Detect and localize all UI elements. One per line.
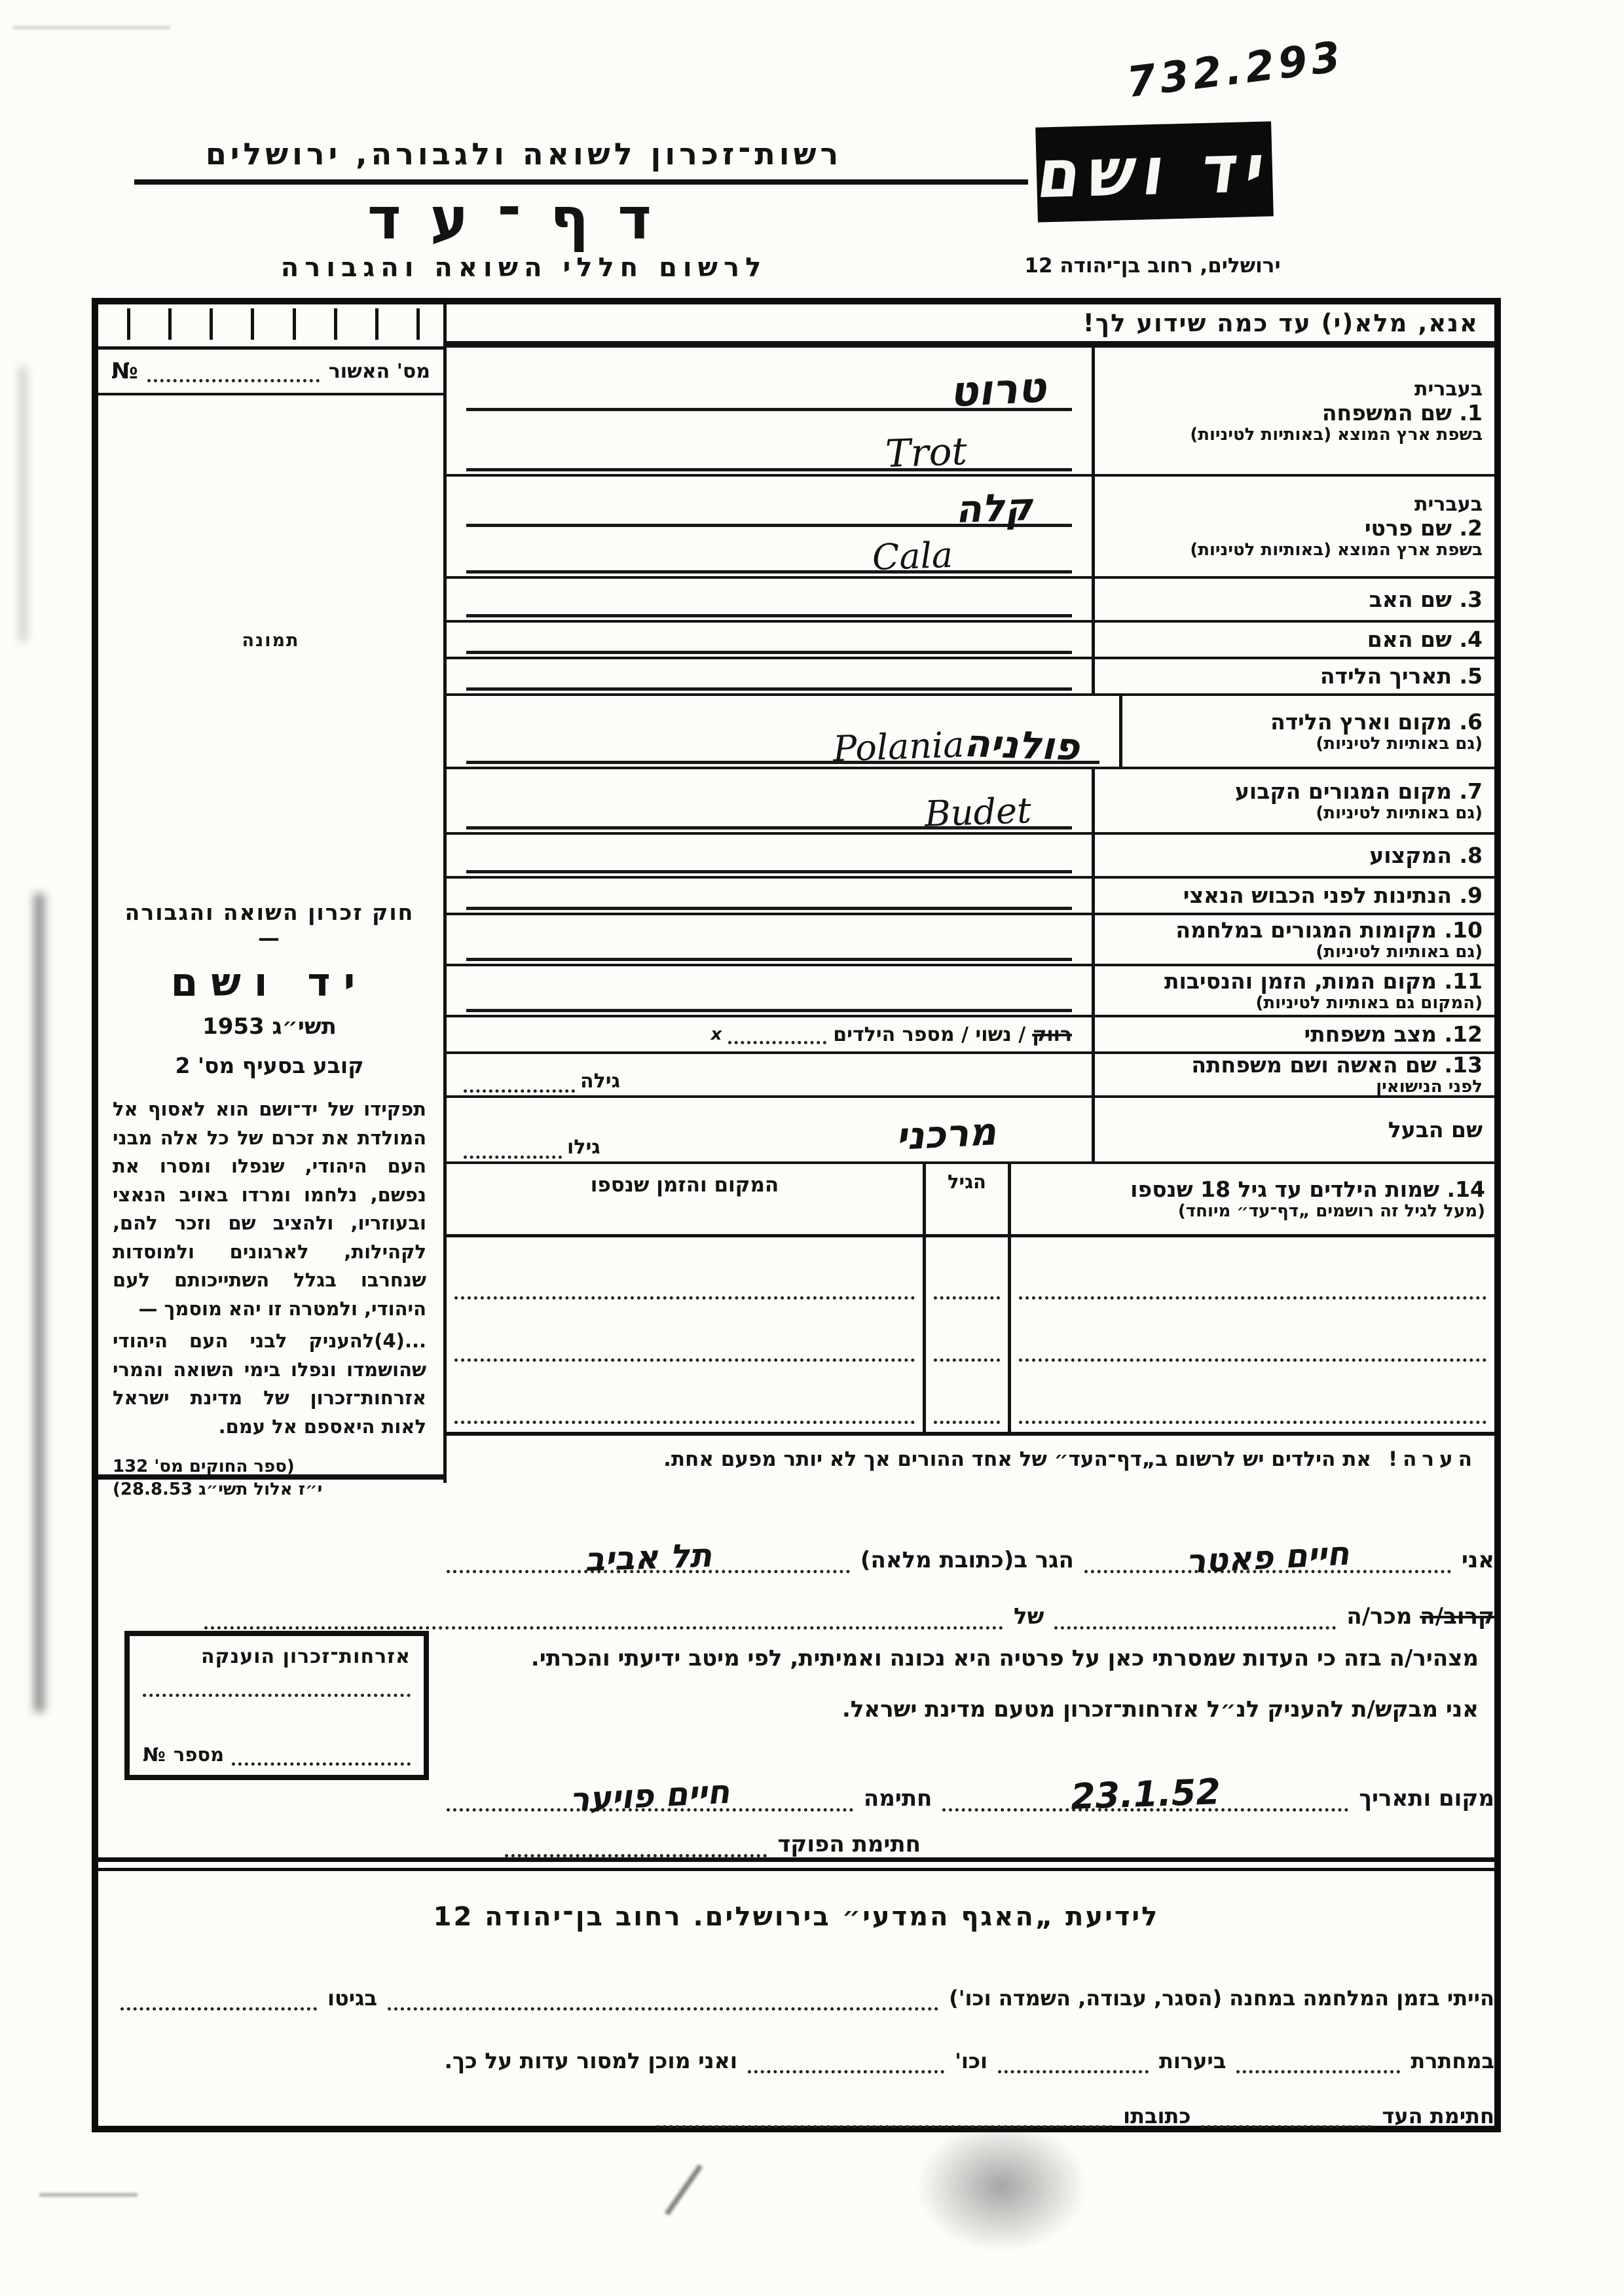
camp-ghetto-row (114, 1965, 1494, 2011)
field-2-latin-write-line (466, 527, 1072, 579)
field-10-war-residence-row (447, 913, 1494, 964)
of-write-line (204, 1580, 1003, 1630)
field-7-latin-value-handwriting: Budet (923, 790, 1032, 835)
numero-sign: № (111, 358, 138, 384)
fields-column (443, 304, 1494, 1483)
field-12-marital-status-row (447, 1015, 1494, 1051)
field-13-label-2: לפני הנישואין (1376, 1077, 1483, 1097)
camp-write-line (388, 1965, 938, 2011)
children-age-column-header: הגיל (923, 1164, 1008, 1234)
children-ages-column (923, 1237, 1008, 1432)
yad-vashem-logo-text: יד ושם (1032, 130, 1277, 214)
field-12-mark-handwriting: x (710, 1025, 722, 1044)
left-column (98, 304, 443, 1500)
field-9-write-line (466, 881, 1072, 910)
child-age-write-line (934, 1362, 1000, 1424)
declarant-row (447, 1521, 1494, 1581)
field-14-sublabel: (מעל לגיל זה רושמים „דף־עד״ מיוחד) (1177, 1201, 1485, 1222)
field-1-hebrew-value-handwriting: טרוט (948, 363, 1047, 417)
field-9-label: 9. הנתינות לפני הכבוש הנאצי (1183, 883, 1483, 909)
file-number-handwriting: 732.293 (1124, 32, 1347, 108)
husband-his-age-label: גילו (567, 1136, 600, 1159)
children-names-column (1008, 1237, 1494, 1432)
declarant-name-write-line (1084, 1521, 1451, 1581)
citizenship-number-row (143, 1743, 411, 1766)
law-year: תשי״ג 1953 (202, 1013, 337, 1040)
field-1-hebrew-write-line (466, 350, 1072, 417)
child-name-write-line (1019, 1362, 1486, 1424)
approval-number-write-line (147, 360, 320, 382)
law-clause: קובע בסעיף מס' 2 (175, 1053, 364, 1078)
approval-number-row (98, 350, 443, 395)
scan-edge-smudge (34, 894, 45, 1712)
field-7-residence-row (447, 767, 1494, 835)
husband-name-row (447, 1095, 1494, 1161)
field-11-sublabel: (המקום גם באותיות לטיניות) (1255, 993, 1483, 1013)
declaration-text: מצהיר/ה בזה כי העדות שמסרתי כאן על פרטיה היא נכונה ואמיתית, לפי מיטב ידיעתי והכרתי. (530, 1645, 1479, 1671)
form-title: דף־עד (367, 185, 680, 252)
signature-handwriting: חיים פויער (568, 1772, 731, 1819)
date-write-line (942, 1755, 1348, 1817)
etc-write-line (748, 2030, 944, 2073)
field-1-sublabel: בשפת ארץ המוצא (באותיות לטיניות) (1190, 424, 1483, 445)
field-13-her-age-label: גילה (580, 1070, 620, 1093)
field-1-label: 1. שם המשפחה (1321, 399, 1483, 426)
law-heading: חוק זכרון השואה והגבורה — (124, 900, 415, 951)
field-6-write-line (466, 699, 1099, 770)
in-ghetto-label: בגיטו (327, 1986, 377, 2011)
field-13-answer (464, 1057, 1075, 1093)
clerk-signature-label: חתימת הפוקד (777, 1831, 921, 1857)
field-3-write-line (466, 581, 1072, 617)
field-11-label: 11. מקום המות, הזמן והנסיבות (1164, 968, 1483, 994)
field-13-write-line (464, 1070, 575, 1093)
left-column-spacer (98, 657, 443, 890)
field-10-label: 10. מקומות המגורים במלחמה (1175, 917, 1483, 943)
authority-line: רשות־זכרון לשואה ולגבורה, ירושלים (205, 136, 843, 172)
husband-value-handwriting: מרכני (895, 1109, 997, 1159)
field-2-latin-value-handwriting: Cala (871, 534, 954, 579)
field-7-write-line (466, 772, 1072, 835)
declarant-name-handwriting: חיים פאטר (1185, 1534, 1350, 1581)
field-8-write-line (466, 837, 1072, 873)
children-place-column-header: המקום והזמן שנספו (590, 1173, 779, 1197)
child-name-write-line (1019, 1300, 1486, 1362)
memorial-citizenship-box (124, 1631, 429, 1780)
citizenship-number-label: מספר (173, 1743, 225, 1766)
field-1-latin-write-line (466, 411, 1072, 477)
scan-dash-mark (39, 2193, 138, 2196)
witness-signature-row (656, 2092, 1494, 2128)
field-5-label: 5. תאריך הלידה (1320, 663, 1483, 689)
yad-vashem-logo (1032, 121, 1277, 222)
note-band (447, 1432, 1494, 1483)
law-text-block (98, 890, 443, 1500)
children-places-column (447, 1237, 923, 1432)
field-4-write-line (466, 625, 1072, 654)
children-table (447, 1234, 1494, 1432)
etc-label: וכו' (955, 2049, 987, 2073)
witness-signature-label: חתימת העד (1382, 2104, 1494, 2128)
field-8-label: 8. המקצוע (1369, 842, 1483, 868)
fill-in-instruction: אנא, מלא(י) עד כמה שידוע לך! (447, 304, 1494, 345)
field-14-label: 14. שמות הילדים עד גיל 18 שנספו (1130, 1176, 1485, 1203)
field-6-hebrew-value-handwriting: פולניה (963, 720, 1080, 770)
law-source-line-1: (ספר החוקים מס' 132 (113, 1457, 295, 1476)
field-12-options (466, 1020, 1072, 1049)
declarant-i-label: אני (1461, 1547, 1494, 1573)
field-1-family-name-row (447, 345, 1494, 477)
child-place-write-line (454, 1300, 915, 1362)
section-separator-line-2 (98, 1868, 1494, 1871)
photo-label: תמונה (242, 630, 300, 651)
child-age-write-line (934, 1300, 1000, 1362)
field-2-label: 2. שם פרטי (1364, 515, 1483, 541)
scan-blot (917, 2121, 1087, 2252)
scientific-branch-title: לידיעת „האגף המדעי״ בירושלים. רחוב בן־יהודה 12 (433, 1902, 1160, 1932)
law-source (113, 1455, 426, 1501)
field-2-first-name-row (447, 474, 1494, 579)
section-separator-line (98, 1857, 1494, 1862)
scan-edge-smudge (20, 367, 26, 642)
witness-address-label: כתובתו (1123, 2104, 1191, 2128)
child-age-write-line (934, 1237, 1000, 1300)
signature-label: חתימה (863, 1785, 932, 1812)
was-in-camp-label: הייתי בזמן המלחמה במחנה (הסגר, עבודה, השמדה וכו') (949, 1986, 1494, 2011)
field-3-label: 3. שם האב (1369, 586, 1483, 612)
address-handwriting: תל אביב (584, 1536, 712, 1579)
address-write-line (447, 1521, 850, 1579)
child-name-write-line (1019, 1237, 1486, 1300)
forests-write-line (998, 2030, 1149, 2073)
clerk-signature-row (447, 1821, 1494, 1857)
child-place-write-line (454, 1237, 915, 1300)
relative-option-struck: קרוב/ה (1420, 1603, 1494, 1630)
field-2-hebrew-write-line (466, 479, 1072, 532)
field-14-children-header (447, 1161, 1494, 1234)
forests-label: ביערות (1159, 2049, 1227, 2073)
field-4-mother-name-row (447, 620, 1494, 657)
witness-signature-write-line (1201, 2092, 1371, 2128)
request-text: אני מבקש/ת להעניק לנ״ל אזרחות־זכרון מטעם מדינת ישראל. (841, 1696, 1479, 1722)
relation-write-line (1054, 1580, 1336, 1630)
law-body: תפקידו של יד־ושם הוא לאסוף אל המולדת את זכרם של כל אלה מבני העם היהודי, שנפלו ומסרו את נפשם, נלחמו ומרדו באויב הנאצי ובעוזריו, ולהציב שם וזכר להם, לקהילות, לארגונים ולמוסדות שנחרבו בגלל השתייכותם לעם היהודי, ולמטרה זו יהא מוסמך — (113, 1098, 426, 1320)
ghetto-write-line (120, 1965, 317, 2011)
husband-answer (464, 1101, 1075, 1159)
field-6-latin-value-handwriting: Polania (832, 723, 965, 770)
field-6-label: 6. מקום וארץ הלידה (1270, 708, 1483, 735)
law-clause-4-text: להעניק לבני העם היהודי שהושמדו ונפלו בימי השואה והמרי אזרחות־זכרון של מדינת ישראל לאות היאספם אל עמם. (113, 1330, 426, 1438)
husband-write-line (464, 1137, 562, 1159)
field-12-write-line (728, 1025, 826, 1044)
field-10-sublabel: (גם באותיות לטיניות) (1316, 941, 1483, 962)
field-12-options-rest: / נשוי / מספר הילדים (833, 1023, 1026, 1046)
field-2-hebrew-value-handwriting: קלה (955, 484, 1034, 532)
underground-write-line (1236, 2030, 1400, 2073)
field-11-death-place-row (447, 964, 1494, 1015)
underground-label: במחתרת (1411, 2049, 1494, 2073)
of-label: של (1014, 1603, 1044, 1630)
acquaintance-option: מכר/ה (1346, 1603, 1412, 1630)
testimony-form (92, 298, 1501, 2132)
scan-dash-mark (13, 26, 170, 29)
field-3-father-name-row (447, 576, 1494, 620)
citizenship-granted-title: אזרחות־זכרון הוענקה (200, 1645, 411, 1668)
field-13-wife-name-row (447, 1051, 1494, 1095)
field-6-birth-place-row (447, 693, 1494, 770)
header-underline (134, 179, 1028, 185)
child-place-write-line (454, 1362, 915, 1424)
field-7-label: 7. מקום המגורים הקבוע (1234, 778, 1483, 804)
field-9-citizenship-row (447, 876, 1494, 913)
form-subtitle: לרשום חללי השואה והגבורה (280, 253, 767, 283)
relation-row (204, 1580, 1494, 1630)
field-2-sublabel: בשפת ארץ המוצא (באותיות לטיניות) (1190, 540, 1483, 560)
field-10-write-line (466, 918, 1072, 961)
field-5-birth-date-row (447, 657, 1494, 693)
witness-address-write-line (656, 2092, 1113, 2128)
place-date-label: מקום ותאריך (1359, 1785, 1494, 1812)
law-clause-4-number: (4) (374, 1330, 405, 1352)
law-name: יד ושם (170, 960, 369, 1006)
law-clause-4-dots: ... (404, 1330, 426, 1352)
date-handwriting: 23.1.52 (1069, 1771, 1221, 1817)
residing-label: הגר ב(כתובת מלאה) (860, 1547, 1074, 1573)
tally-ticks-strip (98, 304, 443, 350)
ready-to-testify-text: ואני מוכן למסור עדות על כך. (444, 2048, 738, 2073)
note-text: את הילדים יש לרשום ב„דף־העד״ של אחד ההורים אך לא יותר מפעם אחת. (663, 1448, 1371, 1471)
photo-area (98, 395, 443, 657)
field-12-label: 12. מצב משפחתי (1304, 1021, 1483, 1048)
citizenship-number-write-line (232, 1746, 411, 1766)
underground-forests-row (114, 2030, 1494, 2073)
field-1-latin-value-handwriting: Trot (884, 428, 968, 477)
husband-label: שם הבעל (1388, 1116, 1483, 1142)
field-6-sublabel: (גם באותיות לטיניות) (1316, 733, 1483, 754)
approval-number-label: מס' האשור (328, 359, 430, 383)
law-clause-4 (113, 1327, 426, 1441)
scan-pen-mark (665, 2164, 703, 2215)
field-4-label: 4. שם האם (1367, 627, 1483, 653)
field-5-write-line (466, 662, 1072, 691)
note-heading: הערה! (1388, 1448, 1477, 1471)
field-8-profession-row (447, 832, 1494, 876)
citizenship-write-line (143, 1668, 411, 1697)
field-13-label: 13. שם האשה ושם משפחתה (1191, 1052, 1483, 1078)
citizenship-numero-sign: № (143, 1743, 166, 1766)
signature-write-line (447, 1755, 853, 1819)
field-7-sublabel: (גם באותיות לטיניות) (1316, 803, 1483, 823)
field-12-option-struck: רווק (1032, 1023, 1072, 1046)
clerk-signature-write-line (505, 1821, 767, 1857)
law-source-line-2: י״ז אלול תשי״ג 28.8.53) (113, 1480, 323, 1500)
place-date-signature-row (447, 1755, 1494, 1819)
logo-address: ירושלים, רחוב בן־יהודה 12 (1024, 254, 1281, 278)
field-1-language-label: בעברית (1414, 377, 1483, 401)
field-11-write-line (466, 969, 1072, 1012)
field-2-language-label: בעברית (1414, 493, 1483, 517)
